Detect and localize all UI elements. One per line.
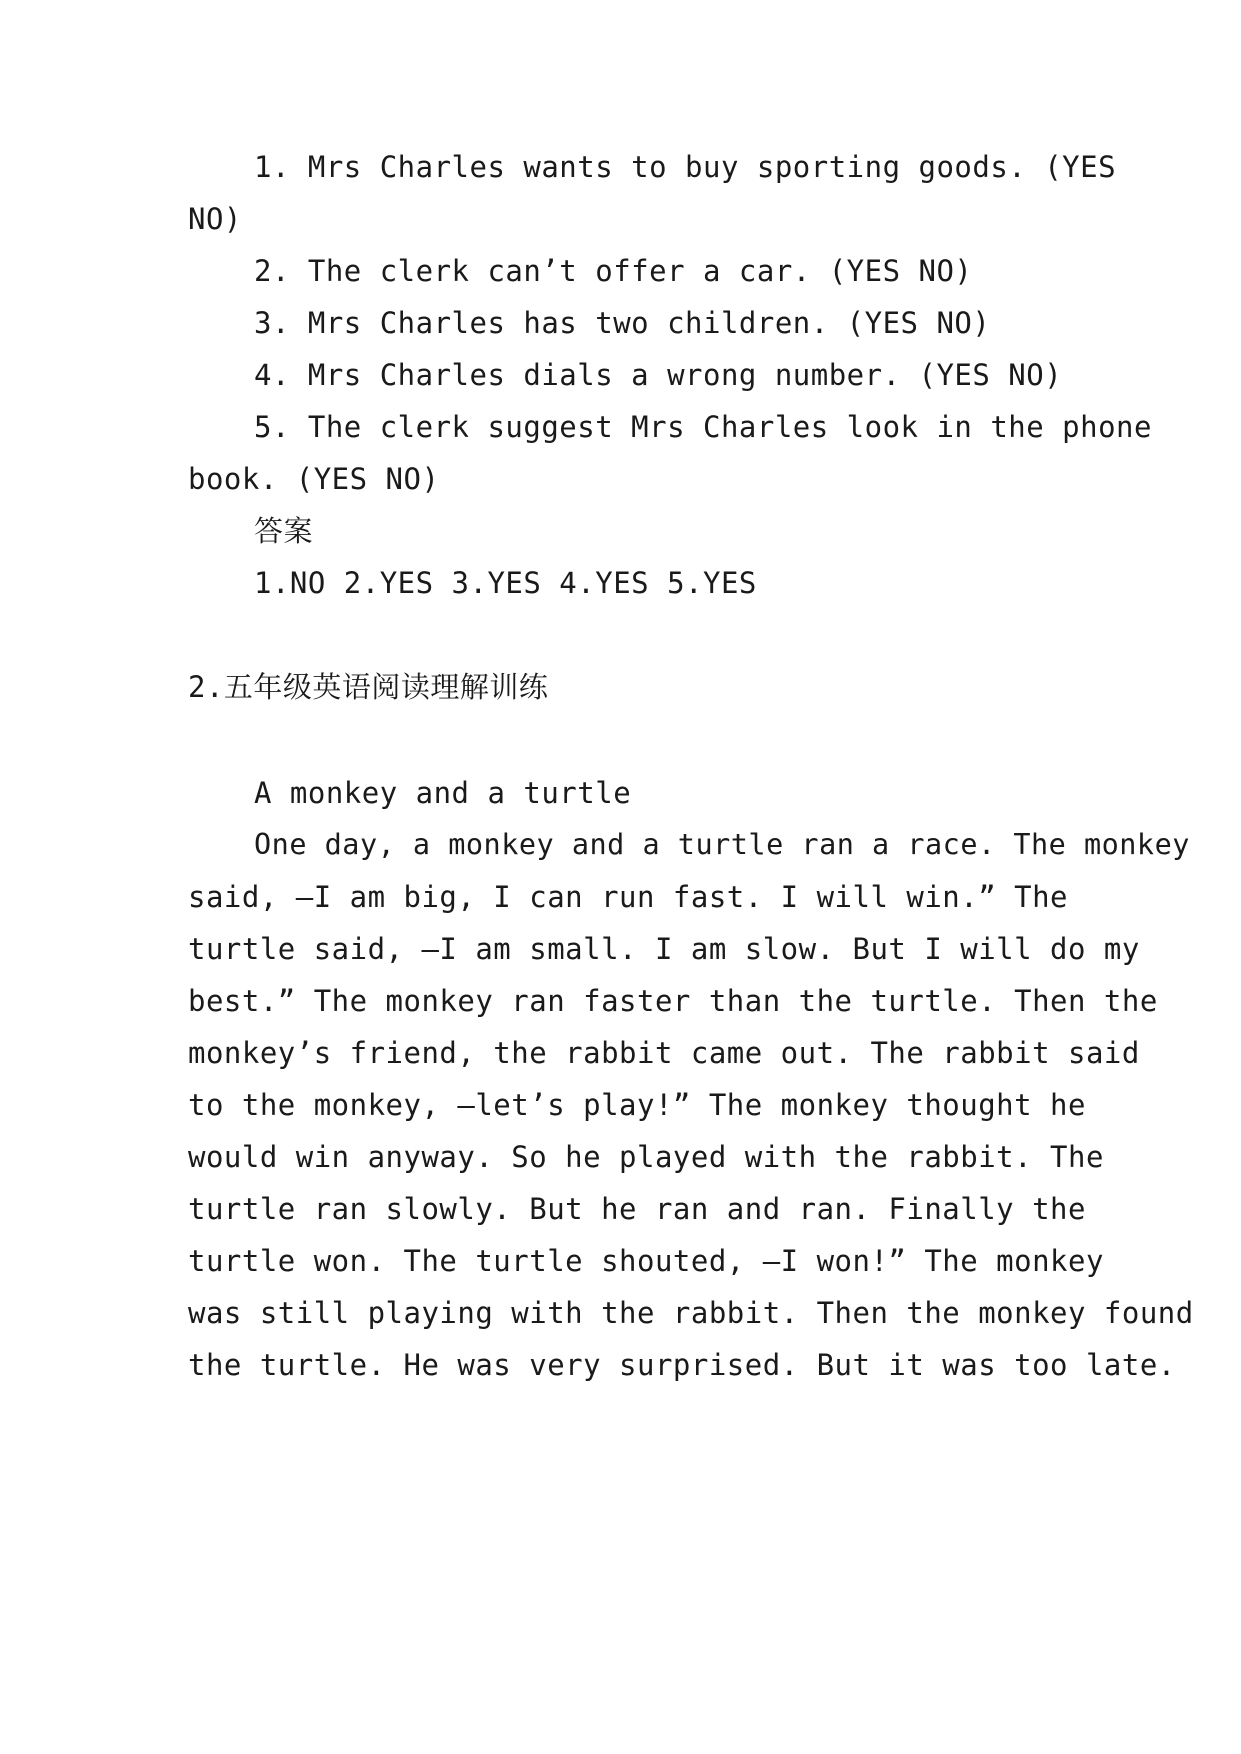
question-5-line-2: book. (YES NO) [188, 462, 440, 496]
story-line: turtle said, —I am small. I am slow. But I will do my [188, 932, 1140, 966]
story-line: said, —I am big, I can run fast. I will win.” The [188, 880, 1069, 914]
answer-label: 答案 [254, 514, 314, 548]
story-line: the turtle. He was very surprised. But it was too late. [188, 1348, 1176, 1382]
story-line: turtle won. The turtle shouted, —I won!” The monkey [188, 1244, 1104, 1278]
question-4: 4. Mrs Charles dials a wrong number. (YES NO) [254, 358, 1063, 392]
story-line: monkey’s friend, the rabbit came out. The rabbit said [188, 1036, 1140, 1070]
question-1-line-2: NO) [188, 202, 242, 236]
section-heading: 2.五年级英语阅读理解训练 [188, 670, 549, 704]
question-1-line-1: 1. Mrs Charles wants to buy sporting goods. (YES [254, 150, 1117, 184]
story-title: A monkey and a turtle [254, 776, 632, 810]
answer-key: 1.NO 2.YES 3.YES 4.YES 5.YES [254, 566, 757, 600]
story-line: One day, a monkey and a turtle ran a race. The monkey [254, 828, 1190, 861]
story-line: best.” The monkey ran faster than the turtle. Then the [188, 984, 1158, 1018]
question-3: 3. Mrs Charles has two children. (YES NO) [254, 306, 991, 340]
question-2: 2. The clerk can’t offer a car. (YES NO) [254, 254, 973, 288]
story-line: turtle ran slowly. But he ran and ran. Finally the [188, 1192, 1086, 1226]
story-line: would win anyway. So he played with the rabbit. The [188, 1140, 1104, 1174]
story-line: was still playing with the rabbit. Then the monkey found [188, 1296, 1194, 1330]
story-line: to the monkey, —let’s play!” The monkey thought he [188, 1088, 1086, 1122]
question-5-line-1: 5. The clerk suggest Mrs Charles look in the phone [254, 410, 1152, 444]
